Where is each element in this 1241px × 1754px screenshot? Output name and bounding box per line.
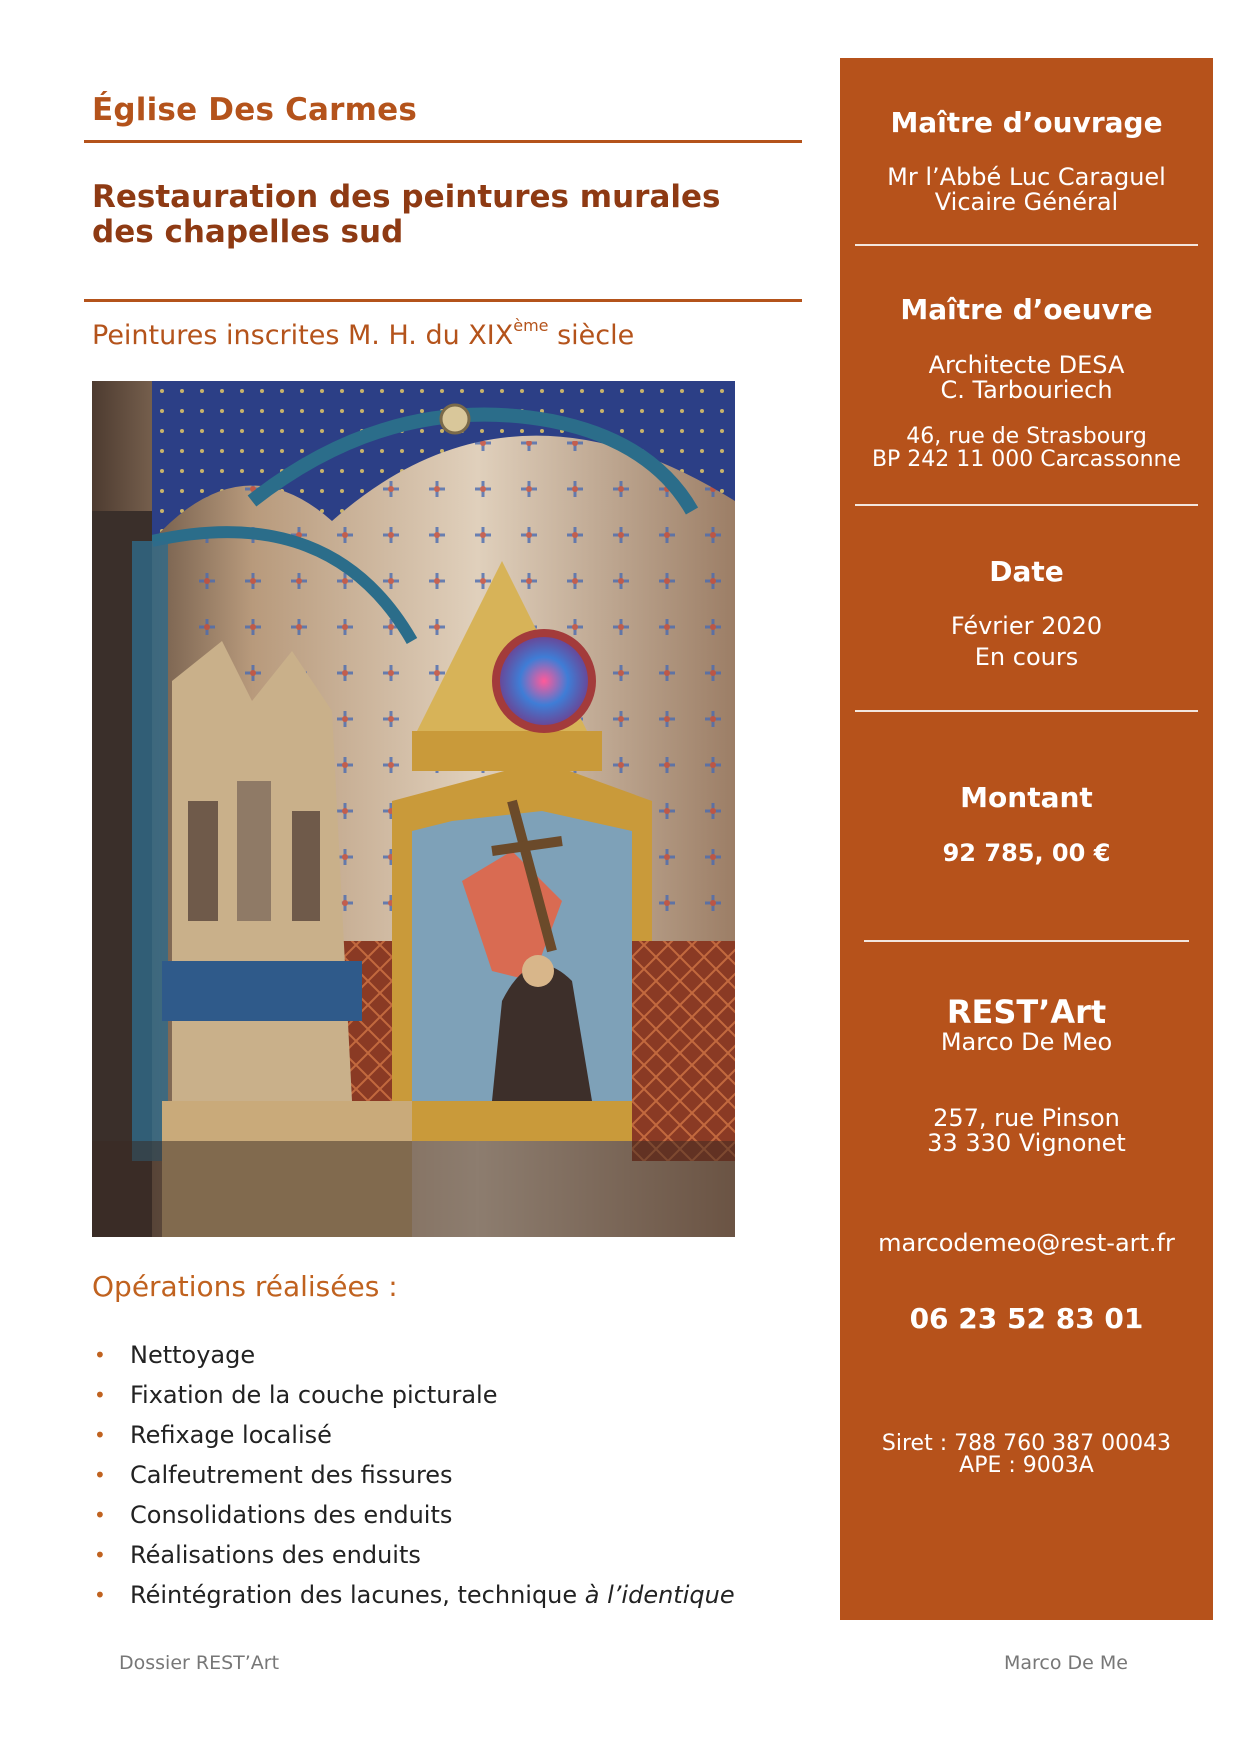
date-heading: Date bbox=[989, 555, 1064, 588]
divider bbox=[855, 244, 1198, 246]
amount-value: 92 785, 00 € bbox=[942, 839, 1111, 867]
bullet-icon: • bbox=[94, 1383, 106, 1407]
bullet-icon: • bbox=[94, 1503, 106, 1527]
bullet-icon: • bbox=[94, 1543, 106, 1567]
company-name: REST’Art bbox=[946, 993, 1107, 1031]
bullet-icon: • bbox=[94, 1583, 106, 1607]
works-line-1: Architecte DESA bbox=[928, 351, 1125, 379]
inscription-text: Peintures inscrites M. H. du XIX bbox=[92, 320, 514, 351]
divider bbox=[864, 940, 1189, 942]
ape-code: APE : 9003A bbox=[959, 1453, 1094, 1478]
chapel-photo bbox=[92, 381, 735, 1237]
works-address-1: 46, rue de Strasbourg bbox=[906, 424, 1147, 449]
subtitle-divider bbox=[84, 299, 802, 302]
subtitle-line-2: des chapelles sud bbox=[92, 214, 404, 250]
date-status: En cours bbox=[974, 643, 1079, 671]
list-item: • Refixage localisé bbox=[92, 1415, 735, 1455]
list-item: • Fixation de la couche picturale bbox=[92, 1375, 735, 1415]
operations-title: Opérations réalisées : bbox=[92, 1270, 398, 1303]
works-line-2: C. Tarbouriech bbox=[940, 376, 1113, 404]
amount-heading: Montant bbox=[960, 781, 1093, 814]
footer-left: Dossier REST’Art bbox=[119, 1652, 280, 1674]
bullet-icon: • bbox=[94, 1423, 106, 1447]
owner-title: Vicaire Général bbox=[934, 188, 1119, 216]
list-item: • Consolidations des enduits bbox=[92, 1495, 735, 1535]
inscription-superscript: ème bbox=[513, 316, 549, 335]
page-title: Église Des Carmes bbox=[92, 92, 418, 128]
owner-name: Mr l’Abbé Luc Caraguel bbox=[887, 163, 1166, 191]
project-subtitle bbox=[92, 180, 720, 250]
list-item: • Calfeutrement des fissures bbox=[92, 1455, 735, 1495]
divider bbox=[855, 710, 1198, 712]
title-divider bbox=[84, 140, 802, 143]
list-item: • Nettoyage bbox=[92, 1335, 735, 1375]
subtitle-line-1: Restauration des peintures murales bbox=[92, 179, 721, 215]
company-person: Marco De Meo bbox=[940, 1028, 1113, 1056]
list-item: • Réintégration des lacunes, technique à l’identique bbox=[92, 1575, 735, 1615]
works-address-2: BP 242 11 000 Carcassonne bbox=[871, 447, 1182, 472]
email-link[interactable]: marcodemeo@rest-art.fr bbox=[878, 1229, 1175, 1257]
inscription-line bbox=[92, 316, 635, 351]
owner-heading: Maître d’ouvrage bbox=[890, 106, 1163, 139]
chapel-illustration bbox=[92, 381, 735, 1237]
footer-right: Marco De Me bbox=[1004, 1652, 1128, 1674]
company-address-2: 33 330 Vignonet bbox=[927, 1129, 1126, 1157]
operations-list bbox=[92, 1335, 735, 1615]
list-item: • Réalisations des enduits bbox=[92, 1535, 735, 1575]
project-info-panel bbox=[840, 58, 1213, 1620]
divider bbox=[855, 504, 1198, 506]
bullet-icon: • bbox=[94, 1343, 106, 1367]
inscription-suffix: siècle bbox=[548, 320, 635, 351]
phone-number: 06 23 52 83 01 bbox=[909, 1302, 1144, 1335]
works-heading: Maître d’oeuvre bbox=[900, 293, 1153, 326]
company-address-1: 257, rue Pinson bbox=[933, 1104, 1120, 1132]
siret-number: Siret : 788 760 387 00043 bbox=[881, 1431, 1172, 1456]
date-value: Février 2020 bbox=[950, 612, 1103, 640]
bullet-icon: • bbox=[94, 1463, 106, 1487]
